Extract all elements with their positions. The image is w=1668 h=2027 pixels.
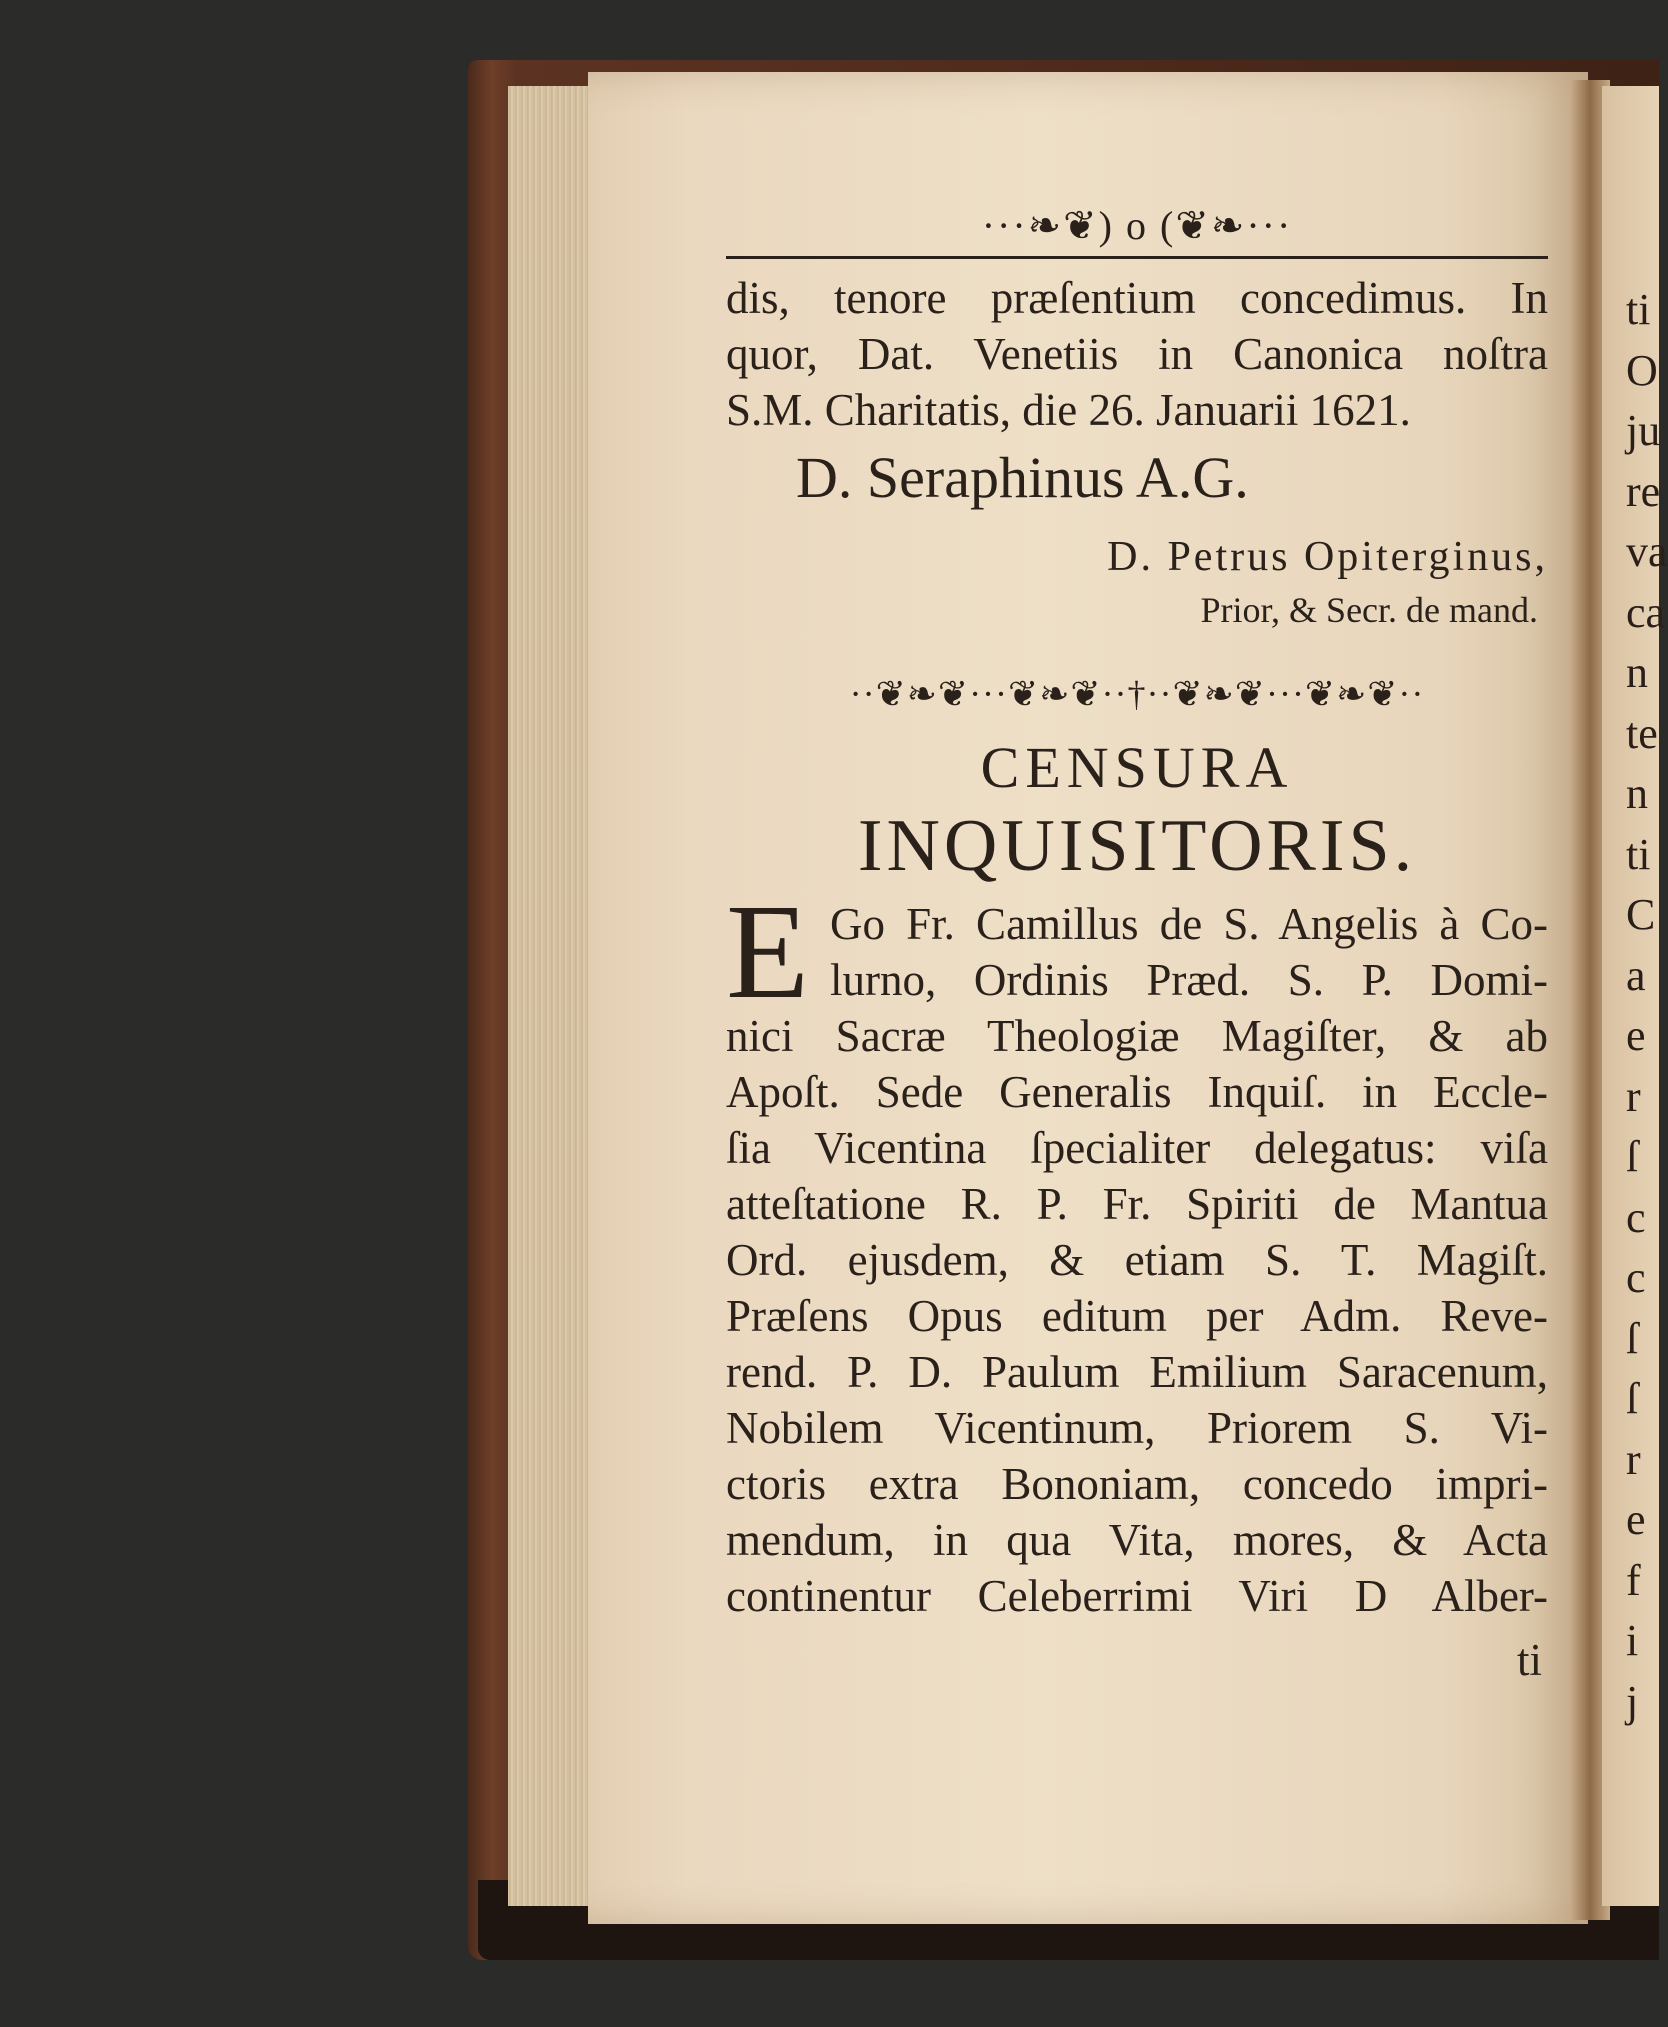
text-line: dis, tenore præſentium concedimus. In bbox=[726, 273, 1548, 323]
text-line: ctoris extra Bononiam, concedo impri- bbox=[726, 1459, 1548, 1509]
right-letter: r bbox=[1626, 1071, 1641, 1121]
right-letter: ti bbox=[1626, 285, 1651, 334]
right-letter: ca bbox=[1626, 587, 1666, 637]
right-letter: re bbox=[1626, 466, 1661, 516]
right-letter: ju bbox=[1626, 406, 1661, 455]
signature-seraphinus: D. Seraphinus A.G. bbox=[796, 445, 1249, 510]
right-letter: ſ bbox=[1626, 1132, 1639, 1181]
right-letter: ſ bbox=[1626, 1374, 1639, 1423]
text-line: Ord. ejusdem, & etiam S. T. Magiſt. bbox=[726, 1235, 1548, 1285]
signature-petrus: D. Petrus Opiterginus, bbox=[1107, 534, 1548, 580]
right-letter: ſ bbox=[1626, 1313, 1639, 1363]
right-letter: n bbox=[1626, 648, 1648, 697]
text-line: Go Fr. Camillus de S. Angelis à Co- bbox=[830, 899, 1548, 949]
right-letter: n bbox=[1626, 769, 1648, 818]
right-letter: va bbox=[1626, 527, 1668, 576]
right-page-letters bbox=[1626, 280, 1668, 1732]
text-line: mendum, in qua Vita, mores, & Acta bbox=[726, 1515, 1548, 1565]
text-line: Præſens Opus editum per Adm. Reve- bbox=[726, 1291, 1548, 1341]
page-text-block bbox=[726, 190, 1548, 1688]
section-title: CENSURA bbox=[980, 735, 1294, 800]
text-line: Apoſt. Sede Generalis Inquiſ. in Eccle- bbox=[726, 1067, 1548, 1117]
right-letter: r bbox=[1626, 1434, 1641, 1484]
paragraph-opening bbox=[726, 877, 1548, 1027]
header-rule bbox=[726, 256, 1548, 259]
right-letter: C bbox=[1626, 890, 1656, 939]
right-letter: te bbox=[1626, 708, 1658, 758]
right-letter: e bbox=[1626, 1011, 1646, 1060]
text-line: atteſtatione R. P. Fr. Spiriti de Mantua bbox=[726, 1179, 1548, 1229]
text-line: nici Sacræ Theologiæ Magiſter, & ab bbox=[726, 1011, 1548, 1061]
page-header bbox=[726, 190, 1548, 270]
text-line: quor, Dat. Venetiis in Canonica noſtra bbox=[726, 329, 1548, 379]
catchword: ti bbox=[1516, 1635, 1542, 1685]
right-letter: O bbox=[1626, 345, 1658, 395]
right-letter: e bbox=[1626, 1495, 1646, 1544]
text-line: lurno, Ordinis Præd. S. P. Domi- bbox=[830, 955, 1548, 1005]
right-letter: c bbox=[1626, 1253, 1646, 1302]
right-letter: a bbox=[1626, 950, 1646, 1000]
right-letter: c bbox=[1626, 1192, 1646, 1242]
section-subtitle: INQUISITORIS. bbox=[857, 805, 1417, 887]
text-line: continentur Celeberrimi Viri D Alber- bbox=[726, 1571, 1548, 1621]
right-letter: f bbox=[1626, 1555, 1641, 1605]
right-letter: ti bbox=[1626, 829, 1651, 879]
text-line: rend. P. D. Paulum Emilium Saracenum, bbox=[726, 1347, 1548, 1397]
right-letter: j bbox=[1626, 1676, 1639, 1726]
ornamental-divider: ··❦❧❦···❦❧❦··†··❦❧❦···❦❧❦·· bbox=[849, 674, 1425, 714]
text-line: Nobilem Vicentinum, Priorem S. Vi- bbox=[726, 1403, 1548, 1453]
text-line: ſia Vicentina ſpecialiter delegatus: viſa bbox=[726, 1123, 1548, 1173]
drop-cap: E bbox=[726, 877, 810, 1027]
right-letter: i bbox=[1626, 1616, 1639, 1665]
signature-title: Prior, & Secr. de mand. bbox=[1200, 590, 1538, 630]
text-line: S.M. Charitatis, die 26. Januarii 1621. bbox=[726, 385, 1411, 435]
header-ornament: ···❧❦) o (❦❧··· bbox=[981, 203, 1293, 248]
